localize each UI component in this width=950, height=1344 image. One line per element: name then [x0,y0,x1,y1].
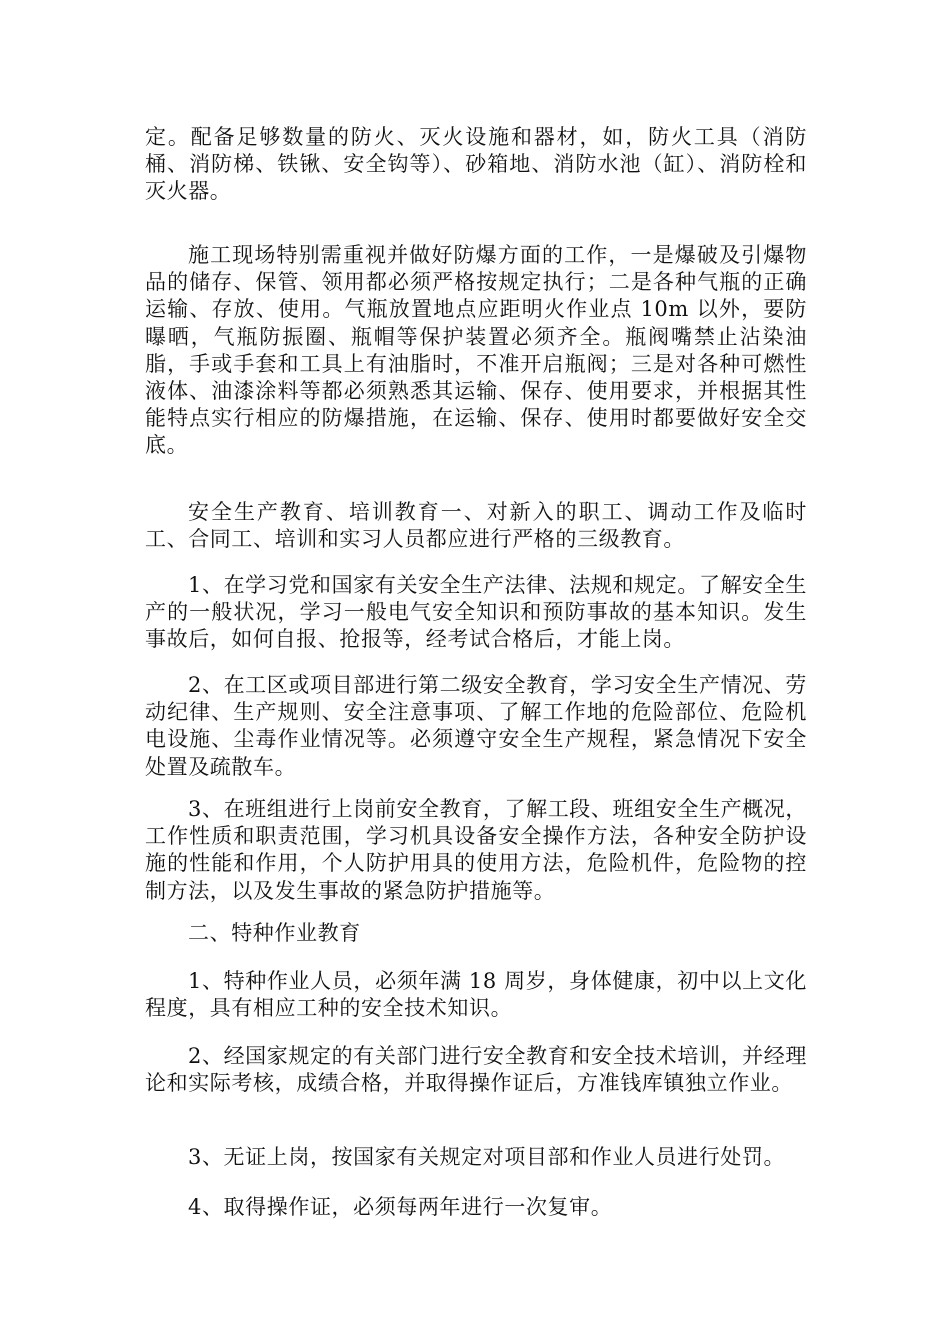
paragraph-special-requirement-3: 3、无证上岗，按国家有关规定对项目部和作业人员进行处罚。 [188,1145,786,1169]
section-heading-special-operations: 二、特种作业教育 [188,921,361,945]
paragraph-fire-equipment: 定。配备足够数量的防火、灭火设施和器材，如，防火工具（消防桶、消防梯、铁锹、安全钩等）、砂箱地、消防水池（缸）、消防栓和灭火器。 [145,125,807,204]
paragraph-safety-education-intro: 安全生产教育、培训教育一、对新入的职工、调动工作及临时工、合同工、培训和实习人员都应进行严格的三级教育。 [145,500,807,552]
paragraph-special-requirement-2: 2、经国家规定的有关部门进行安全教育和安全技术培训，并经理论和实际考核，成绩合格，并取得操作证后，方准钱库镇独立作业。 [145,1044,807,1096]
paragraph-level-one-education: 1、在学习党和国家有关安全生产法律、法规和规定。了解安全生产的一般状况，学习一般电气安全知识和预防事故的基本知识。发生事故后，如何自报、抢报等，经考试合格后，才能上岗。 [145,573,807,652]
paragraph-level-three-education: 3、在班组进行上岗前安全教育，了解工段、班组安全生产概况，工作性质和职责范围，学习机具设备安全操作方法，各种安全防护设施的性能和作用，个人防护用具的使用方法，危险机件，危险物的控制方法，以及发生事故的紧急防护措施等。 [145,797,807,903]
paragraph-special-requirement-1: 1、特种作业人员，必须年满 18 周岁，身体健康，初中以上文化程度，具有相应工种的安全技术知识。 [145,969,807,1021]
paragraph-level-two-education: 2、在工区或项目部进行第二级安全教育，学习安全生产情况、劳动纪律、生产规则、安全注意事项、了解工作地的危险部位、危险机电设施、尘毒作业情况等。必须遵守安全生产规程，紧急情况下安全处置及疏散车。 [145,673,807,779]
paragraph-explosion-prevention: 施工现场特别需重视并做好防爆方面的工作，一是爆破及引爆物品的储存、保管、领用都必须严格按规定执行；二是各种气瓶的正确运输、存放、使用。气瓶放置地点应距明火作业点 10m 以外，要防曝晒，气瓶防振圈、瓶帽等保护装置必须齐全。瓶阀嘴禁止沾染油脂，手或手套和工具上有油脂时，不准开启瓶阀；三是对各种可燃性液体、油漆涂料等都必须熟悉其运输、保存、使用要求，并根据其性能特点实行相应的防爆措施，在运输、保存、使用时都要做好安全交底。 [145,243,807,458]
paragraph-special-requirement-4: 4、取得操作证，必须每两年进行一次复审。 [188,1195,613,1219]
